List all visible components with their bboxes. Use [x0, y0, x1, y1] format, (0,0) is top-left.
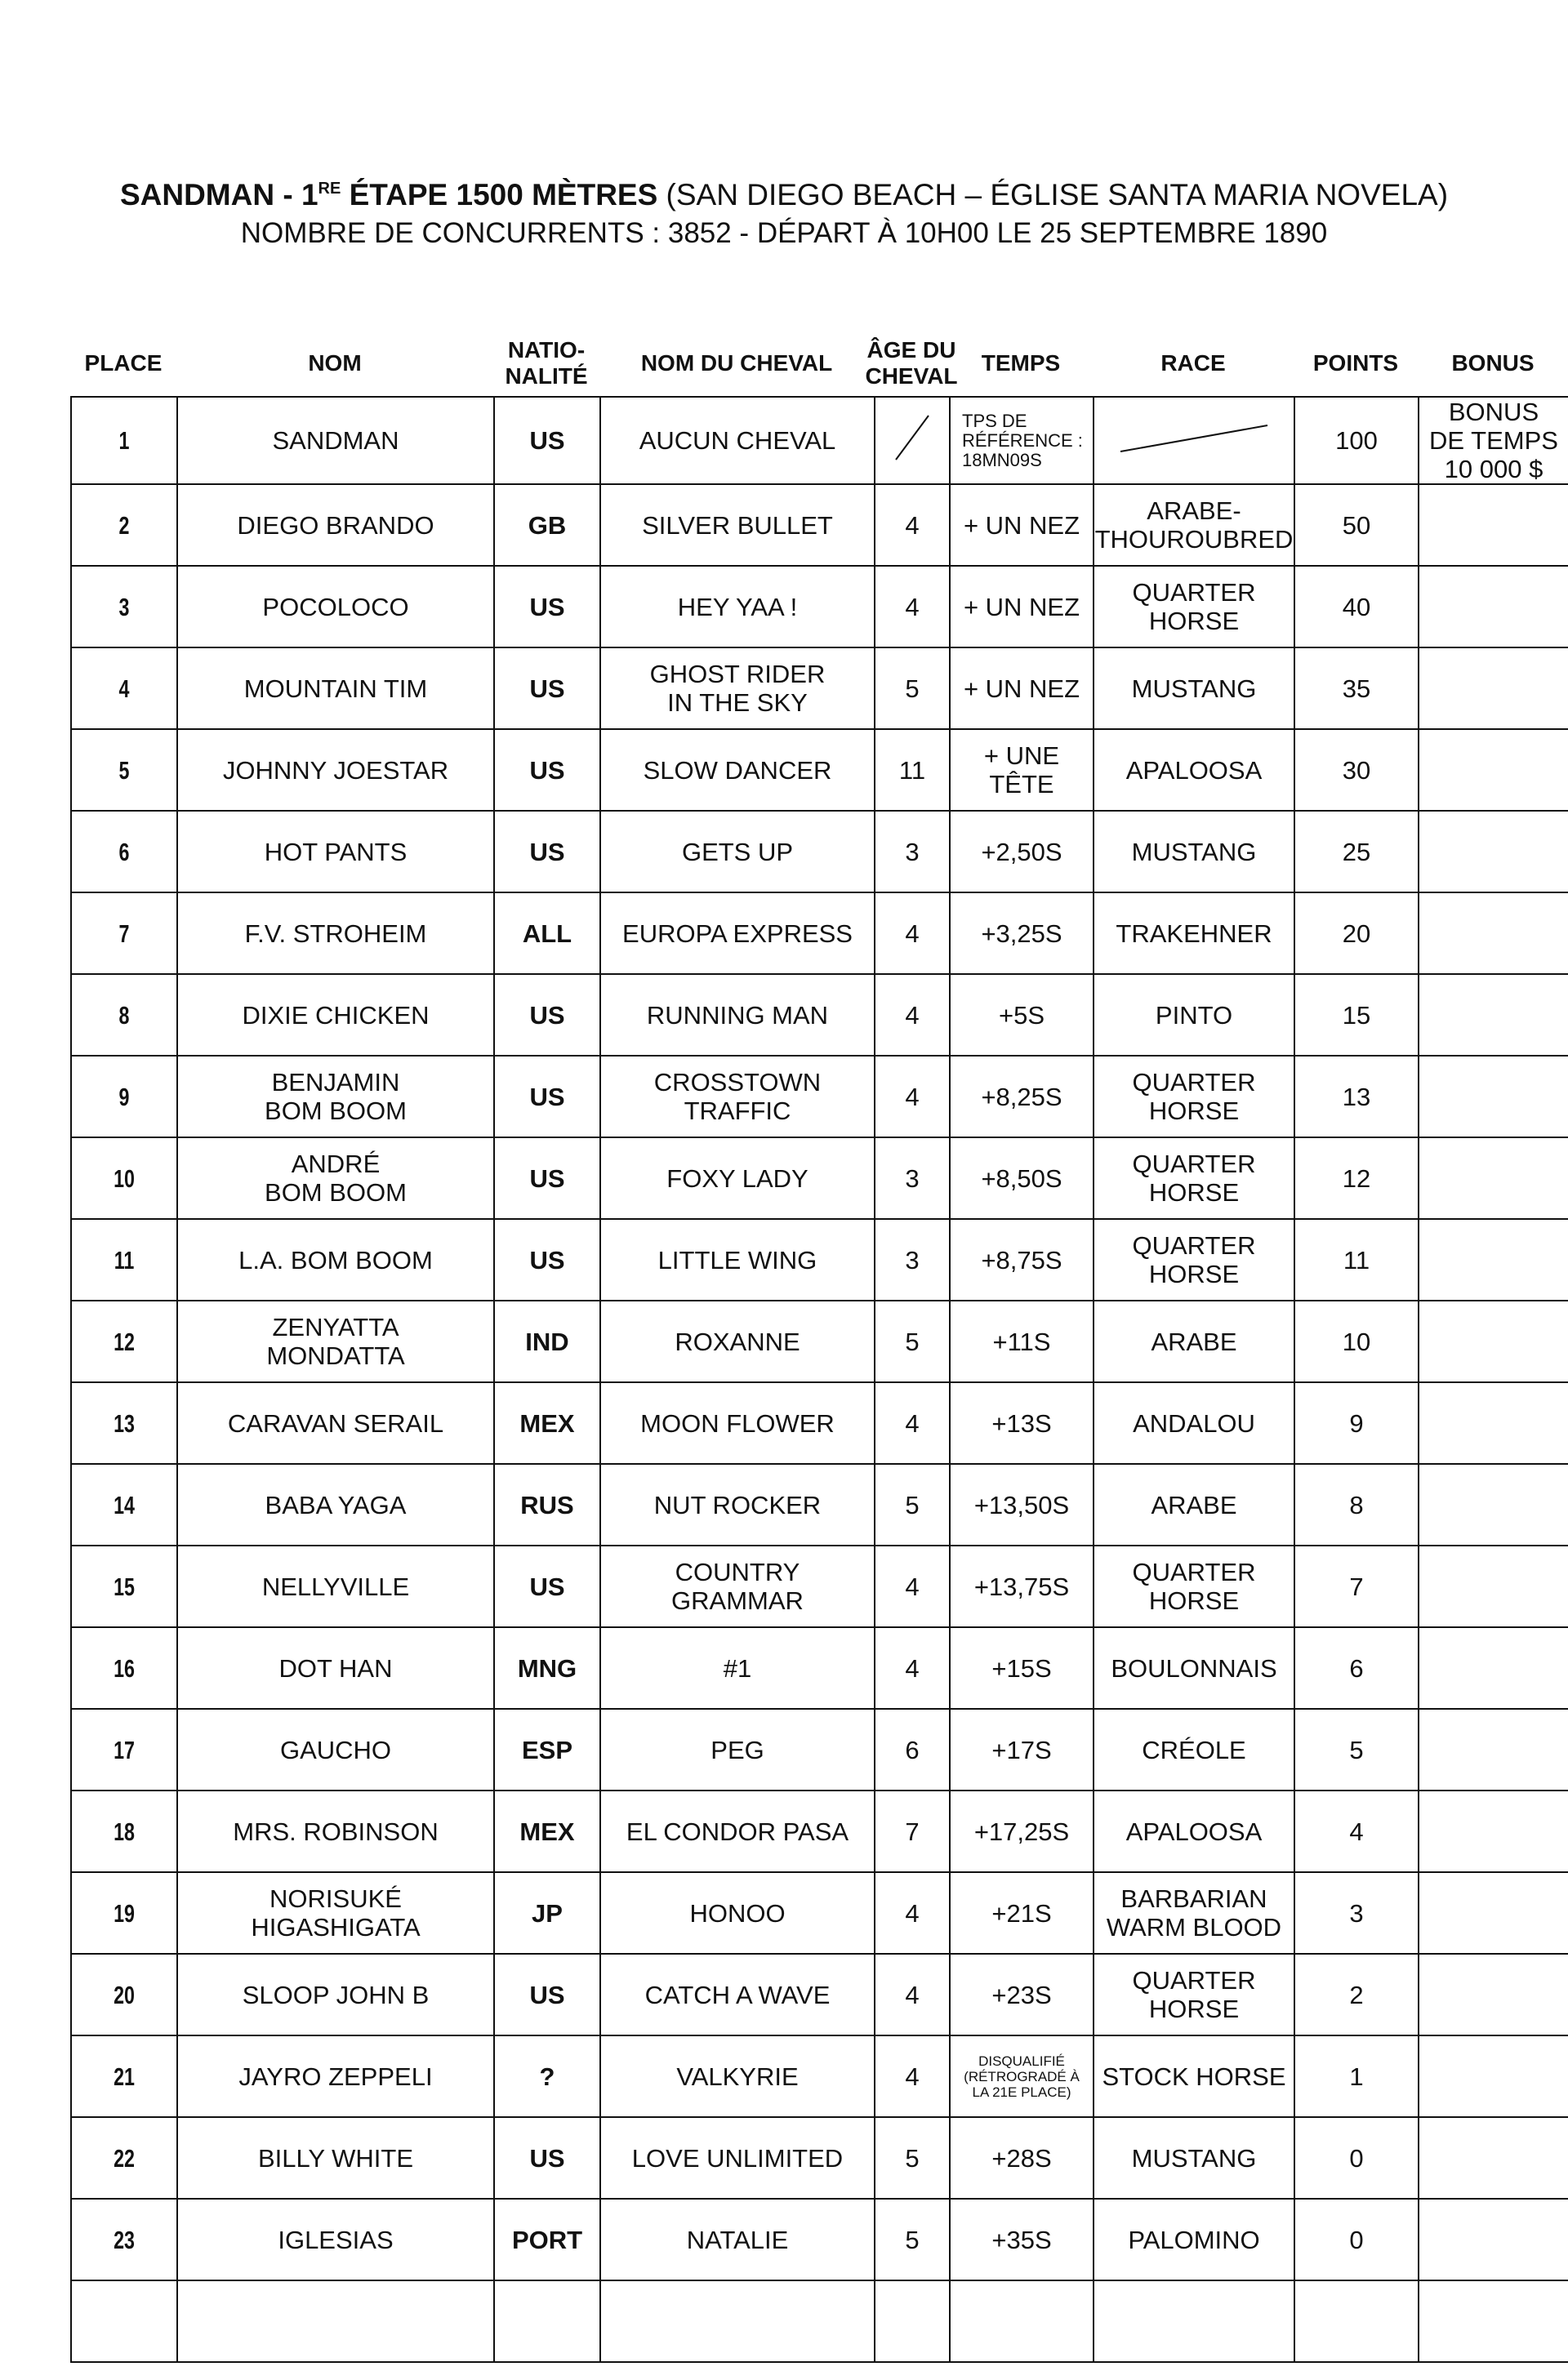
cell-nom: L.A. BOM BOOM: [177, 1219, 494, 1301]
table-row: [71, 892, 1568, 974]
cell-nom: CARAVAN SERAIL: [177, 1382, 494, 1464]
strike-mark: [888, 409, 937, 466]
table-row: [71, 1219, 1568, 1301]
cell-temps: +8,25S: [950, 1056, 1094, 1137]
cell-nat: US: [494, 1137, 600, 1219]
cell-nat: MEX: [494, 1791, 600, 1872]
cell-points: 40: [1294, 566, 1419, 647]
cell-points: 5: [1294, 1709, 1419, 1791]
cell-nat: US: [494, 974, 600, 1056]
cell-age: [875, 397, 950, 484]
cell-bonus: [1419, 1709, 1568, 1791]
cell-race: QUARTER HORSE: [1094, 1056, 1294, 1137]
cell-cheval: CROSSTOWN TRAFFIC: [600, 1056, 875, 1137]
cell-nom: SANDMAN: [177, 397, 494, 484]
cell-temps: +5S: [950, 974, 1094, 1056]
cell-place: 6: [84, 811, 164, 892]
table-row: [71, 1954, 1568, 2035]
cell-nom: MRS. ROBINSON: [177, 1791, 494, 1872]
cell-nat: US: [494, 811, 600, 892]
cell-place: 9: [84, 1056, 164, 1137]
cell-nom: MOUNTAIN TIM: [177, 647, 494, 729]
cell-nat: MEX: [494, 1382, 600, 1464]
cell-nat: MNG: [494, 1627, 600, 1709]
cell-empty: [950, 2280, 1094, 2362]
cell-place: 1: [84, 397, 164, 484]
cell-points: 9: [1294, 1382, 1419, 1464]
cell-cheval: GETS UP: [600, 811, 875, 892]
cell-cheval: FOXY LADY: [600, 1137, 875, 1219]
cell-nat: US: [494, 1546, 600, 1627]
table-row: [71, 974, 1568, 1056]
cell-age: 11: [875, 729, 950, 811]
cell-age: 4: [875, 1382, 950, 1464]
cell-place: 5: [84, 729, 164, 811]
column-header-nationalite: NATIO- NALITÉ: [505, 337, 588, 389]
cell-points: 8: [1294, 1464, 1419, 1546]
cell-nom: SLOOP JOHN B: [177, 1954, 494, 2035]
table-row: [71, 1546, 1568, 1627]
cell-temps: +8,50S: [950, 1137, 1094, 1219]
cell-cheval: EL CONDOR PASA: [600, 1791, 875, 1872]
table-row: [71, 1382, 1568, 1464]
title-bold-2: ÉTAPE 1500 MÈTRES: [341, 178, 658, 211]
cell-cheval: COUNTRY GRAMMAR: [600, 1546, 875, 1627]
cell-bonus: [1419, 1791, 1568, 1872]
cell-bonus: [1419, 974, 1568, 1056]
cell-bonus: [1419, 1872, 1568, 1954]
cell-age: 5: [875, 1464, 950, 1546]
cell-temps: TPS DE RÉFÉRENCE : 18MN09S: [950, 397, 1094, 484]
cell-cheval: GHOST RIDER IN THE SKY: [600, 647, 875, 729]
cell-bonus: [1419, 1137, 1568, 1219]
cell-nat: US: [494, 1954, 600, 2035]
cell-points: 11: [1294, 1219, 1419, 1301]
cell-age: 5: [875, 2117, 950, 2199]
cell-bonus: [1419, 2117, 1568, 2199]
cell-place: 20: [84, 1954, 164, 2035]
cell-race: BOULONNAIS: [1094, 1627, 1294, 1709]
cell-cheval: PEG: [600, 1709, 875, 1791]
cell-age: 3: [875, 1219, 950, 1301]
cell-bonus: [1419, 1301, 1568, 1382]
cell-race: APALOOSA: [1094, 729, 1294, 811]
cell-points: 3: [1294, 1872, 1419, 1954]
cell-age: 4: [875, 1546, 950, 1627]
cell-temps: + UN NEZ: [950, 484, 1094, 566]
cell-temps: +21S: [950, 1872, 1094, 1954]
cell-race: PALOMINO: [1094, 2199, 1294, 2280]
cell-nom: IGLESIAS: [177, 2199, 494, 2280]
table-row: [71, 2035, 1568, 2117]
column-header-cheval: NOM DU CHEVAL: [640, 350, 833, 376]
cell-age: 5: [875, 647, 950, 729]
cell-bonus: [1419, 729, 1568, 811]
cell-nom: JOHNNY JOESTAR: [177, 729, 494, 811]
cell-nom: DOT HAN: [177, 1627, 494, 1709]
column-header-age: ÂGE DU CHEVAL: [865, 337, 958, 389]
cell-cheval: ROXANNE: [600, 1301, 875, 1382]
cell-points: 7: [1294, 1546, 1419, 1627]
page-title: [0, 178, 1568, 212]
cell-temps: +15S: [950, 1627, 1094, 1709]
cell-nom: GAUCHO: [177, 1709, 494, 1791]
cell-points: 6: [1294, 1627, 1419, 1709]
cell-temps: +8,75S: [950, 1219, 1094, 1301]
cell-nat: US: [494, 729, 600, 811]
cell-temps: +13,50S: [950, 1464, 1094, 1546]
cell-empty: [494, 2280, 600, 2362]
cell-place: 12: [84, 1301, 164, 1382]
cell-cheval: HONOO: [600, 1872, 875, 1954]
cell-race: MUSTANG: [1094, 647, 1294, 729]
cell-race: QUARTER HORSE: [1094, 1137, 1294, 1219]
cell-temps: +2,50S: [950, 811, 1094, 892]
cell-age: 4: [875, 1872, 950, 1954]
cell-age: 4: [875, 1056, 950, 1137]
cell-age: 3: [875, 1137, 950, 1219]
table-row: [71, 1301, 1568, 1382]
cell-place: 14: [84, 1464, 164, 1546]
cell-cheval: AUCUN CHEVAL: [600, 397, 875, 484]
cell-points: 10: [1294, 1301, 1419, 1382]
cell-points: 100: [1294, 397, 1419, 484]
cell-race: CRÉOLE: [1094, 1709, 1294, 1791]
cell-place: 13: [84, 1382, 164, 1464]
cell-temps: +13S: [950, 1382, 1094, 1464]
cell-bonus: [1419, 566, 1568, 647]
title-superscript: RE: [318, 180, 341, 198]
column-header-bonus: BONUS: [1451, 350, 1535, 376]
cell-race: QUARTER HORSE: [1094, 1954, 1294, 2035]
cell-age: 6: [875, 1709, 950, 1791]
page-subtitle: NOMBRE DE CONCURRENTS : 3852 - DÉPART À 10H00 LE 25 SEPTEMBRE 1890: [240, 217, 1328, 249]
cell-bonus: [1419, 1382, 1568, 1464]
cell-nom: BABA YAGA: [177, 1464, 494, 1546]
cell-place: 17: [84, 1709, 164, 1791]
table-row: [71, 1464, 1568, 1546]
cell-place: 21: [84, 2035, 164, 2117]
cell-points: 30: [1294, 729, 1419, 811]
cell-points: 35: [1294, 647, 1419, 729]
cell-points: 4: [1294, 1791, 1419, 1872]
cell-race: STOCK HORSE: [1094, 2035, 1294, 2117]
cell-bonus: [1419, 484, 1568, 566]
cell-points: 12: [1294, 1137, 1419, 1219]
cell-temps: +28S: [950, 2117, 1094, 2199]
cell-nom: ANDRÉ BOM BOOM: [177, 1137, 494, 1219]
cell-temps: DISQUALIFIÉ (RÉTROGRADÉ À LA 21E PLACE): [950, 2035, 1094, 2117]
cell-nat: JP: [494, 1872, 600, 1954]
cell-empty: [600, 2280, 875, 2362]
cell-place: 19: [84, 1872, 164, 1954]
cell-cheval: NATALIE: [600, 2199, 875, 2280]
cell-temps: +11S: [950, 1301, 1094, 1382]
table-row-empty: [71, 2280, 1568, 2362]
cell-nat: US: [494, 397, 600, 484]
cell-cheval: LOVE UNLIMITED: [600, 2117, 875, 2199]
table-row: [71, 566, 1568, 647]
cell-nat: US: [494, 1056, 600, 1137]
cell-race: TRAKEHNER: [1094, 892, 1294, 974]
cell-nom: NORISUKÉ HIGASHIGATA: [177, 1872, 494, 1954]
cell-race: QUARTER HORSE: [1094, 566, 1294, 647]
cell-age: 7: [875, 1791, 950, 1872]
cell-points: 20: [1294, 892, 1419, 974]
cell-bonus: [1419, 811, 1568, 892]
cell-bonus: BONUS DE TEMPS 10 000 $: [1419, 397, 1568, 484]
cell-bonus: [1419, 647, 1568, 729]
results-table: [70, 396, 1568, 2363]
cell-age: 3: [875, 811, 950, 892]
cell-temps: +3,25S: [950, 892, 1094, 974]
cell-bonus: [1419, 892, 1568, 974]
column-header-points: POINTS: [1312, 350, 1399, 376]
column-header-temps: TEMPS: [981, 350, 1061, 376]
cell-nat: US: [494, 2117, 600, 2199]
cell-points: 2: [1294, 1954, 1419, 2035]
cell-bonus: [1419, 1464, 1568, 1546]
cell-points: 0: [1294, 2117, 1419, 2199]
cell-nom: DIXIE CHICKEN: [177, 974, 494, 1056]
cell-cheval: EUROPA EXPRESS: [600, 892, 875, 974]
table-row: [71, 484, 1568, 566]
cell-place: 7: [84, 892, 164, 974]
cell-age: 4: [875, 2035, 950, 2117]
column-header-race: RACE: [1160, 350, 1226, 376]
cell-bonus: [1419, 1627, 1568, 1709]
cell-nat: ?: [494, 2035, 600, 2117]
column-header-nom: NOM: [308, 350, 362, 376]
cell-place: 16: [84, 1627, 164, 1709]
cell-empty: [875, 2280, 950, 2362]
table-row: [71, 647, 1568, 729]
table-row: [71, 1627, 1568, 1709]
table-row: [71, 811, 1568, 892]
cell-nat: ALL: [494, 892, 600, 974]
cell-nat: US: [494, 566, 600, 647]
cell-cheval: LITTLE WING: [600, 1219, 875, 1301]
cell-nom: JAYRO ZEPPELI: [177, 2035, 494, 2117]
cell-nat: US: [494, 1219, 600, 1301]
cell-place: 10: [84, 1137, 164, 1219]
cell-bonus: [1419, 1954, 1568, 2035]
cell-age: 4: [875, 484, 950, 566]
cell-place: 11: [84, 1219, 164, 1301]
cell-nom: F.V. STROHEIM: [177, 892, 494, 974]
cell-age: 5: [875, 1301, 950, 1382]
cell-nom: DIEGO BRANDO: [177, 484, 494, 566]
cell-cheval: CATCH A WAVE: [600, 1954, 875, 2035]
cell-place: 8: [84, 974, 164, 1056]
cell-race: MUSTANG: [1094, 811, 1294, 892]
title-route: (SAN DIEGO BEACH – ÉGLISE SANTA MARIA NOVELA): [657, 178, 1449, 211]
cell-place: 22: [84, 2117, 164, 2199]
cell-nat: US: [494, 647, 600, 729]
table-row: [71, 1872, 1568, 1954]
cell-nom: HOT PANTS: [177, 811, 494, 892]
cell-race: ARABE: [1094, 1464, 1294, 1546]
cell-nom: ZENYATTA MONDATTA: [177, 1301, 494, 1382]
cell-place: 4: [84, 647, 164, 729]
column-header-place: PLACE: [84, 350, 163, 376]
table-row: [71, 729, 1568, 811]
cell-cheval: SILVER BULLET: [600, 484, 875, 566]
cell-points: 15: [1294, 974, 1419, 1056]
title-bold: SANDMAN - 1: [119, 178, 318, 211]
table-row: [71, 2199, 1568, 2280]
cell-race: ANDALOU: [1094, 1382, 1294, 1464]
cell-cheval: SLOW DANCER: [600, 729, 875, 811]
cell-race: [1094, 397, 1294, 484]
table-row: [71, 1709, 1568, 1791]
table-row: [71, 1137, 1568, 1219]
strike-mark: [1112, 417, 1276, 458]
cell-temps: +35S: [950, 2199, 1094, 2280]
cell-cheval: RUNNING MAN: [600, 974, 875, 1056]
cell-place: 18: [84, 1791, 164, 1872]
cell-nat: RUS: [494, 1464, 600, 1546]
cell-place: 15: [84, 1546, 164, 1627]
cell-nat: IND: [494, 1301, 600, 1382]
cell-cheval: NUT ROCKER: [600, 1464, 875, 1546]
cell-race: PINTO: [1094, 974, 1294, 1056]
cell-points: 25: [1294, 811, 1419, 892]
cell-bonus: [1419, 2199, 1568, 2280]
cell-race: APALOOSA: [1094, 1791, 1294, 1872]
table-row: [71, 1056, 1568, 1137]
cell-empty: [1419, 2280, 1568, 2362]
cell-temps: +13,75S: [950, 1546, 1094, 1627]
cell-temps: + UNE TÊTE: [950, 729, 1094, 811]
cell-temps: +17S: [950, 1709, 1094, 1791]
cell-race: ARABE: [1094, 1301, 1294, 1382]
cell-race: QUARTER HORSE: [1094, 1546, 1294, 1627]
cell-age: 4: [875, 1627, 950, 1709]
cell-cheval: HEY YAA !: [600, 566, 875, 647]
table-row: [71, 397, 1568, 484]
cell-temps: +23S: [950, 1954, 1094, 2035]
cell-race: QUARTER HORSE: [1094, 1219, 1294, 1301]
cell-bonus: [1419, 1546, 1568, 1627]
cell-place: 3: [84, 566, 164, 647]
cell-age: 4: [875, 892, 950, 974]
cell-empty: [71, 2280, 177, 2362]
cell-temps: + UN NEZ: [950, 566, 1094, 647]
cell-points: 50: [1294, 484, 1419, 566]
cell-race: ARABE- THOUROUBRED: [1094, 484, 1294, 566]
cell-empty: [177, 2280, 494, 2362]
cell-points: 13: [1294, 1056, 1419, 1137]
cell-nat: GB: [494, 484, 600, 566]
cell-points: 1: [1294, 2035, 1419, 2117]
cell-cheval: MOON FLOWER: [600, 1382, 875, 1464]
cell-cheval: #1: [600, 1627, 875, 1709]
cell-empty: [1294, 2280, 1419, 2362]
cell-race: MUSTANG: [1094, 2117, 1294, 2199]
cell-age: 4: [875, 974, 950, 1056]
table-row: [71, 2117, 1568, 2199]
cell-temps: +17,25S: [950, 1791, 1094, 1872]
cell-race: BARBARIAN WARM BLOOD: [1094, 1872, 1294, 1954]
cell-bonus: [1419, 1056, 1568, 1137]
cell-nat: PORT: [494, 2199, 600, 2280]
cell-place: 2: [84, 484, 164, 566]
cell-bonus: [1419, 1219, 1568, 1301]
cell-age: 4: [875, 566, 950, 647]
cell-nat: ESP: [494, 1709, 600, 1791]
cell-empty: [1094, 2280, 1294, 2362]
cell-nom: BILLY WHITE: [177, 2117, 494, 2199]
cell-points: 0: [1294, 2199, 1419, 2280]
cell-age: 4: [875, 1954, 950, 2035]
cell-place: 23: [84, 2199, 164, 2280]
cell-nom: POCOLOCO: [177, 566, 494, 647]
table-row: [71, 1791, 1568, 1872]
cell-bonus: [1419, 2035, 1568, 2117]
cell-nom: NELLYVILLE: [177, 1546, 494, 1627]
cell-temps: + UN NEZ: [950, 647, 1094, 729]
cell-nom: BENJAMIN BOM BOOM: [177, 1056, 494, 1137]
cell-cheval: VALKYRIE: [600, 2035, 875, 2117]
cell-age: 5: [875, 2199, 950, 2280]
